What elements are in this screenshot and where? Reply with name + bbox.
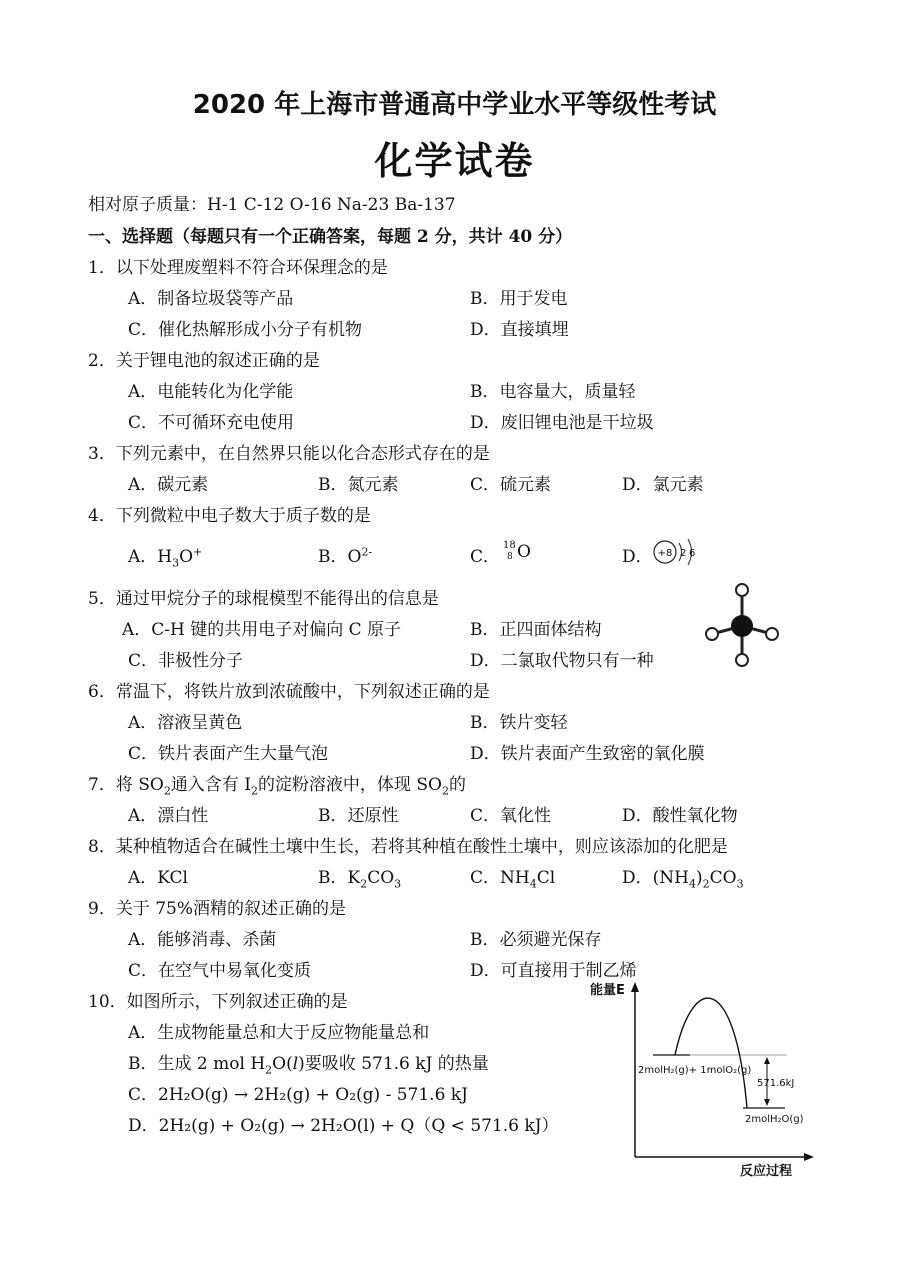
q8-option-d (622, 863, 744, 890)
q6-option-d: D．铁片表面产生致密的氧化膜 (470, 744, 705, 764)
q9-option-d: D．可直接用于制乙烯 (470, 961, 637, 981)
q5-option-d: D．二氯取代物只有一种 (470, 651, 654, 671)
q8-d-letter: D． (622, 868, 653, 888)
nuclide-symbol: O (517, 542, 531, 562)
q8-c-part: Cl (536, 868, 556, 888)
carbon-atom (731, 615, 753, 637)
q8-d-part: CO (709, 868, 737, 888)
q8-a-letter: A． (128, 868, 158, 888)
hydrogen-atom (706, 628, 718, 640)
q8-option-b (318, 863, 401, 890)
exam-title: 2020 年上海市普通高中学业水平等级性考试 (192, 90, 717, 120)
question-1-stem: 1．以下处理废塑料不符合环保理念的是 (88, 258, 388, 278)
q4-d-letter: D． (622, 547, 653, 567)
q9-option-c: C．在空气中易氧化变质 (128, 961, 312, 981)
nuclide-mass-number: 18 (503, 540, 516, 551)
section-heading: 一、选择题（每题只有一个正确答案，每题 2 分，共计 40 分） (88, 227, 573, 247)
q8-b-part: CO (367, 868, 395, 888)
hydrogen-atom (736, 584, 748, 596)
q1-option-b: B．用于发电 (470, 289, 568, 309)
q10-option-d (128, 1111, 559, 1136)
q10-b-part: )要吸收 571.6 kJ 的热量 (298, 1054, 489, 1074)
q8-d-sub: 3 (736, 877, 744, 891)
q1-option-c: C．催化热解形成小分子有机物 (128, 320, 363, 340)
q4-b-letter: B． (318, 547, 348, 567)
q10-c-letter: C． (128, 1085, 159, 1105)
reaction-curve (675, 998, 747, 1108)
q2-option-c: C．不可循环充电使用 (128, 413, 295, 433)
q8-c-sub: 4 (529, 877, 537, 891)
q8-option-c (470, 863, 555, 890)
q8-b-letter: B． (318, 868, 348, 888)
q7-stem-sub: 2 (163, 784, 171, 798)
q5-option-a: A．C-H 键的共用电子对偏向 C 原子 (122, 620, 402, 640)
q1-option-a: A．制备垃圾袋等产品 (128, 289, 294, 309)
q4-c-letter: C． (470, 547, 501, 567)
q6-option-a: A．溶液呈黄色 (128, 713, 243, 733)
hydrogen-atom (766, 628, 778, 640)
q10-option-a: A．生成物能量总和大于反应物能量总和 (128, 1023, 430, 1043)
q4-a-o: O (179, 547, 194, 567)
question-5-stem: 5．通过甲烷分子的球棍模型不能得出的信息是 (88, 589, 439, 609)
q10-d-equation: 2H₂(g) + O₂(g) → 2H₂O(l) + Q（Q < 571.6 kJ） (158, 1116, 559, 1136)
q3-option-c: C．硫元素 (470, 475, 552, 495)
q2-option-b: B．电容量大，质量轻 (470, 382, 636, 402)
q10-b-part: O( (272, 1054, 293, 1074)
q7-option-c: C．氧化性 (470, 806, 552, 826)
x-axis-arrow (804, 1153, 814, 1161)
q9-option-b: B．必须避光保存 (470, 930, 602, 950)
q10-option-c (128, 1080, 468, 1105)
energy-axis-label: 能量E (590, 983, 625, 998)
q4-a-h: H (157, 547, 173, 567)
atom-structure-diagram (652, 535, 702, 569)
q10-b-part: 生成 2 mol H (157, 1054, 266, 1074)
question-10-stem: 10．如图所示，下列叙述正确的是 (88, 992, 348, 1012)
q4-option-d (622, 542, 653, 567)
q4-a-sub: 3 (172, 556, 180, 570)
q3-option-d: D．氯元素 (622, 475, 704, 495)
delta-h-label: 571.6kJ (757, 1078, 795, 1089)
q7-stem-sub: 2 (250, 784, 258, 798)
q4-b-o: O (347, 547, 362, 567)
paper-subtitle: 化学试卷 (374, 139, 535, 183)
q10-d-letter: D． (128, 1116, 159, 1136)
products-label: 2molH₂O(g) (745, 1114, 804, 1125)
q10-c-equation: 2H₂O(g) → 2H₂(g) + O₂(g) - 571.6 kJ (158, 1085, 468, 1105)
question-2-stem: 2．关于锂电池的叙述正确的是 (88, 351, 320, 371)
question-3-stem: 3．下列元素中，在自然界只能以化合态形式存在的是 (88, 444, 490, 464)
nucleus-charge: +8 (657, 548, 673, 559)
question-8-stem: 8．某种植物适合在碱性土壤中生长，若将其种植在酸性土壤中，则应该添加的化肥是 (88, 837, 728, 857)
q8-d-sub: 4 (688, 877, 696, 891)
q8-b-sub: 2 (360, 877, 368, 891)
q1-option-d: D．直接填埋 (470, 320, 569, 340)
q4-option-b (318, 542, 372, 567)
q7-stem-sub: 2 (441, 784, 449, 798)
q8-a-formula: KCl (157, 868, 188, 888)
question-7-stem (88, 770, 466, 797)
q7-option-d: D．酸性氧化物 (622, 806, 738, 826)
q8-c-letter: C． (470, 868, 501, 888)
q7-stem-part: 通入含有 I (170, 775, 251, 795)
shell1-electrons: 2 (680, 548, 687, 559)
reaction-progress-label: 反应过程 (740, 1164, 793, 1179)
q4-a-sup: + (193, 545, 203, 559)
q7-option-b: B．还原性 (318, 806, 399, 826)
methane-ball-stick-model (700, 580, 785, 672)
q2-option-d: D．废旧锂电池是干垃圾 (470, 413, 654, 433)
q10-option-b (128, 1049, 489, 1076)
q8-c-part: NH (500, 868, 530, 888)
q4-option-c (470, 542, 500, 567)
nuclide-atomic-number: 8 (507, 552, 513, 562)
q8-d-part: (NH (652, 868, 689, 888)
q8-b-part: K (347, 868, 361, 888)
q8-d-sub: 2 (702, 877, 710, 891)
hydrogen-atom (736, 654, 748, 666)
q10-b-sub: 2 (265, 1063, 273, 1077)
q2-option-a: A．电能转化为化学能 (128, 382, 294, 402)
q6-option-b: B．铁片变轻 (470, 713, 568, 733)
q7-option-a: A．漂白性 (128, 806, 209, 826)
q5-option-c: C．非极性分子 (128, 651, 244, 671)
q8-d-part: ) (695, 868, 703, 888)
question-4-stem: 4．下列微粒中电子数大于质子数的是 (88, 506, 371, 526)
question-6-stem: 6．常温下，将铁片放到浓硫酸中，下列叙述正确的是 (88, 682, 490, 702)
q7-stem-part: 的 (448, 775, 466, 795)
q4-a-letter: A． (128, 547, 158, 567)
q4-b-sup: 2- (361, 545, 373, 559)
q4-option-a (128, 542, 202, 569)
q7-stem-part: 7．将 SO (88, 775, 164, 795)
q8-b-sub: 3 (394, 877, 402, 891)
q10-b-state: l (292, 1054, 299, 1074)
q9-option-a: A．能够消毒、杀菌 (128, 930, 277, 950)
q3-option-a: A．碳元素 (128, 475, 209, 495)
q10-b-letter: B． (128, 1054, 158, 1074)
q5-option-b: B．正四面体结构 (470, 620, 602, 640)
q8-option-a (128, 863, 188, 888)
energy-diagram (585, 980, 820, 1180)
y-axis-arrow (631, 982, 639, 992)
q7-stem-part: 的淀粉溶液中，体现 SO (257, 775, 442, 795)
reactants-label: 2molH₂(g)+ 1molO₂(g) (638, 1065, 752, 1076)
q6-option-c: C．铁片表面产生大量气泡 (128, 744, 329, 764)
atomic-masses: 相对原子质量：H-1 C-12 O-16 Na-23 Ba-137 (88, 195, 456, 215)
question-9-stem: 9．关于 75%酒精的叙述正确的是 (88, 899, 347, 919)
shell2-electrons: 6 (689, 548, 696, 559)
q3-option-b: B．氮元素 (318, 475, 399, 495)
